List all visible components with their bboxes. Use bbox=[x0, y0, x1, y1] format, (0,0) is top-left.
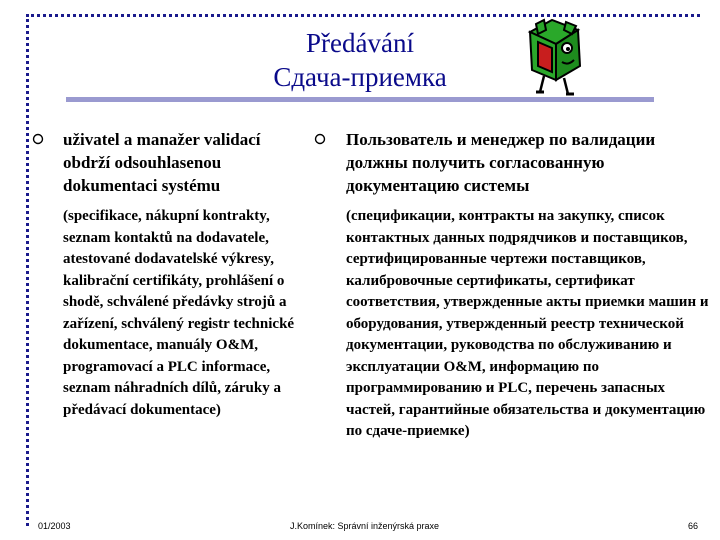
slide-left-border bbox=[26, 14, 29, 526]
left-details-text: (specifikace, nákupní kontrakty, seznam kontaktů na dodavatele, atestované dodavatelské výkresy, kalibrační certifikáty, prohlášení o shodě, schválené předávky strojů a zařízení, schválený registr technické dokumentace, manuály O&M, programovací a PLC informace, seznam náhradních dílů, záruky a předávací dokumentace) bbox=[63, 208, 295, 418]
right-bullet-text: Пользователь и менеджер по валидации должны получить согласованную документацию системы bbox=[346, 130, 656, 195]
right-bullet-row bbox=[312, 128, 710, 197]
hollow-circle-bullet-icon bbox=[312, 131, 327, 146]
slide-title bbox=[200, 26, 520, 94]
footer-page-number: 66 bbox=[688, 521, 699, 531]
left-bullet-row bbox=[30, 128, 300, 197]
footer-author: J.Komínek: Správní inženýrská praxe bbox=[290, 521, 440, 531]
left-column-czech bbox=[30, 128, 300, 421]
footer-date: 01/2003 bbox=[38, 521, 71, 531]
title-czech: Předávání bbox=[306, 28, 414, 58]
right-column-russian bbox=[312, 128, 710, 443]
title-russian: Сдача-приемка bbox=[273, 62, 447, 92]
left-bullet-text: uživatel a manažer validací obdrží odsouhlasenou dokumentaci systému bbox=[63, 130, 261, 195]
right-details-text: (спецификации, контракты на закупку, список контактных данных подрядчиков и поставщиков, сертифицированные чертежи поставщиков, калибровочные сертификаты, сертификат соответствия, утвержденные акты приемки машин и оборудования, утвержденный реестр технической документации, руководства по обслуживанию и эксплуатации O&M, информацию по программированию и PLC, перечень запасных частей, гарантийные обязательства и документацию по сдаче-приемке) bbox=[346, 208, 709, 439]
package-mascot-icon bbox=[522, 14, 586, 98]
hollow-circle-bullet-icon bbox=[30, 131, 45, 146]
slide-top-border bbox=[26, 14, 700, 17]
